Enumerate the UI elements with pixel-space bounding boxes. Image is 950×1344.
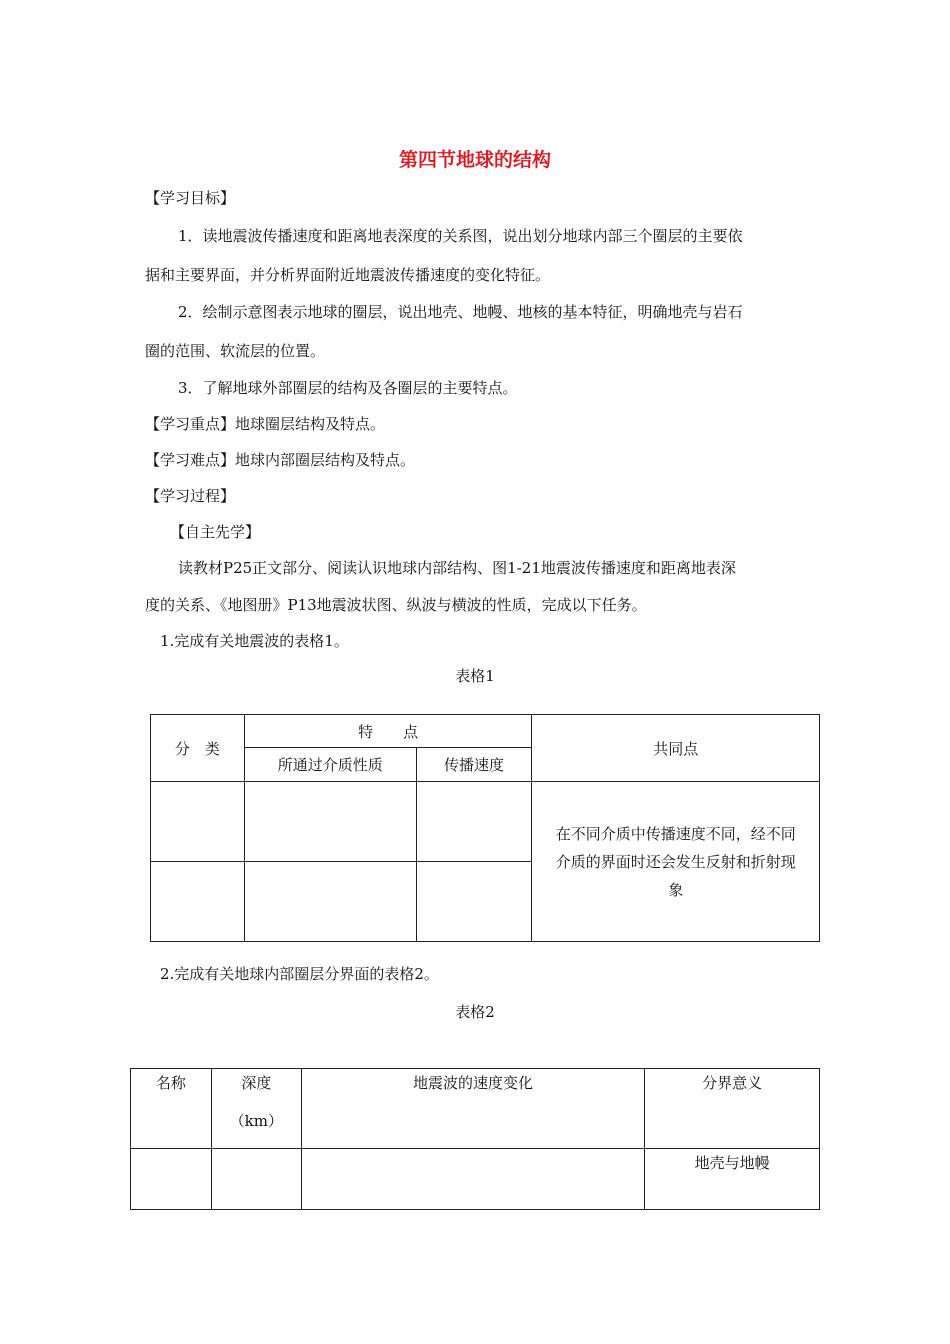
table2-cell[interactable]	[131, 1149, 212, 1210]
objective-2-line2: 圈的范围、软流层的位置。	[145, 342, 326, 360]
reading-line1: 读教材P25正文部分、阅读认识地球内部结构、图1-21地震波传播速度和距离地表深	[178, 559, 736, 577]
table1-common-cell	[532, 782, 820, 942]
key-points: 【学习重点】地球圈层结构及特点。	[145, 415, 386, 433]
table2-cell[interactable]	[211, 1149, 301, 1210]
table1-common-line: 在不同介质中传播速度不同，经不同	[555, 824, 796, 843]
table1-header-category: 分 类	[151, 715, 245, 782]
table-2	[130, 1068, 820, 1210]
table1-header-medium: 所通过介质性质	[244, 748, 416, 782]
table1-common-line: 介质的界面时还会发生反射和折射现	[555, 852, 796, 871]
table-1	[150, 714, 820, 942]
table1-caption: 表格1	[455, 667, 495, 685]
table1-header-common: 共同点	[532, 715, 820, 782]
page-title: 第四节地球的结构	[398, 149, 551, 171]
table1-header-features: 特 点	[244, 715, 532, 748]
table1-header-speed: 传播速度	[416, 748, 532, 782]
table2-caption: 表格2	[455, 1003, 495, 1021]
table1-cell[interactable]	[416, 862, 532, 942]
task-2: 2.完成有关地球内部圈层分界面的表格2。	[160, 965, 439, 983]
objective-2-line1: 2．绘制示意图表示地球的圈层，说出地壳、地幔、地核的基本特征，明确地壳与岩石	[178, 303, 743, 321]
task-1: 1.完成有关地震波的表格1。	[160, 632, 349, 650]
objective-1-line1: 1．读地震波传播速度和距离地表深度的关系图，说出划分地球内部三个圈层的主要依	[178, 227, 743, 245]
table1-cell[interactable]	[416, 782, 532, 862]
table2-header-depth	[211, 1069, 301, 1149]
objective-1-line2: 据和主要界面，并分析界面附近地震波传播速度的变化特征。	[145, 266, 551, 284]
objectives-heading: 【学习目标】	[145, 189, 236, 207]
table2-header-speed-change: 地震波的速度变化	[301, 1069, 644, 1149]
table2-header-meaning: 分界意义	[645, 1069, 820, 1149]
table2-meaning-cell: 地壳与地幔	[645, 1149, 820, 1210]
objective-3: 3．了解地球外部圈层的结构及各圈层的主要特点。	[178, 379, 518, 397]
table2-header-depth-label: 深度	[241, 1074, 272, 1092]
table1-cell[interactable]	[151, 782, 245, 862]
table2-header-name: 名称	[131, 1069, 212, 1149]
self-study-heading: 【自主先学】	[170, 523, 261, 541]
table1-cell[interactable]	[151, 862, 245, 942]
table2-header-depth-unit: （km）	[229, 1112, 283, 1130]
table1-cell[interactable]	[244, 862, 416, 942]
difficult-points: 【学习难点】地球内部圈层结构及特点。	[145, 451, 416, 469]
reading-line2: 度的关系、《地图册》P13地震波状图、纵波与横波的性质，完成以下任务。	[145, 596, 647, 614]
process-heading: 【学习过程】	[145, 487, 236, 505]
table2-cell[interactable]	[301, 1149, 644, 1210]
table1-common-line: 象	[668, 880, 684, 899]
table1-cell[interactable]	[244, 782, 416, 862]
